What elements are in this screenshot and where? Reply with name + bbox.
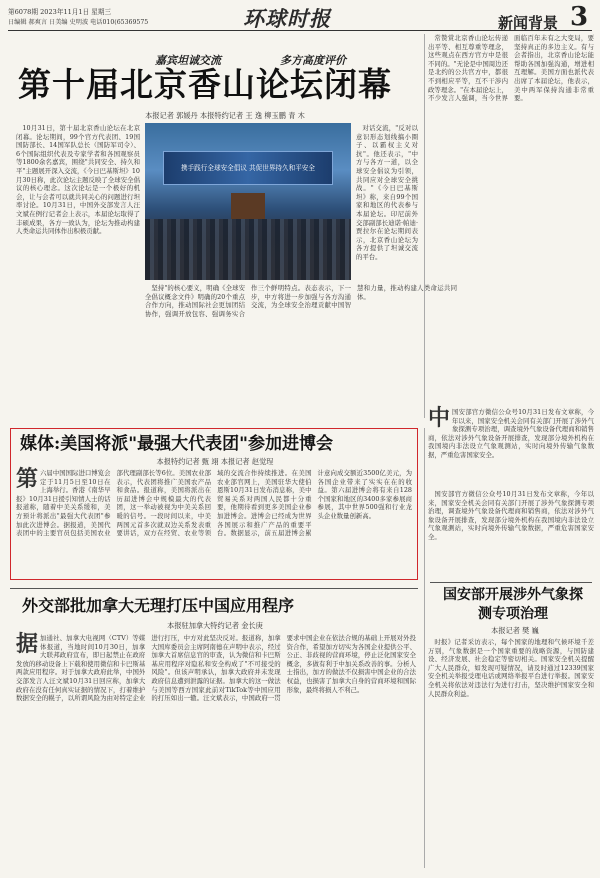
- lead-photo: [145, 123, 351, 280]
- box-headline: 媒体:美国将派"最强大代表团"参加进博会: [20, 434, 333, 454]
- bottom-byline: 本报驻加拿大特约记者 金长庚: [167, 621, 263, 630]
- right-mid-text: 国安部官方微信公众号10月31日发布文章称，今年以来，国家安全机关会同有关部门开展了涉外气象探测专项治理，调查境外气象设备代理商和销售商，依法对涉外气象设备开展排查，发现部分境外机构在我国境内非法设立气象观测站，实时向境外传输气象数据，严重危害国家安全。: [428, 490, 594, 541]
- box-text: [16, 466, 412, 575]
- bottom-text: [16, 631, 416, 870]
- bottom-dropcap: 据: [16, 631, 39, 657]
- kicker-right: 多方高度评价: [280, 54, 346, 67]
- kicker-left: 嘉宾坦诚交流: [155, 54, 221, 67]
- box-text-body: 六届中国国际进口博览会定于11月5日至10日在上海举行。香港《南华早报》10月31日援引知情人士的话报道称，随着中美关系缓和，美方预计将派出"最强大代表团"参加此次进博会。据报道，美国代表团中的主要官员包括美国农业部代理副部长等6位。美国农业部表示，代表团将推广美国农产品和食品。报道称，美国将派出在历届进博会中规模最大的代表团，这一举动被视为中美关系回暖的信号。一段时间以来，中美两国元首多次就双边关系发表重要讲话，双方在经贸、农业等领域的交流合作持续推进。在美国农业部官网上，美国驻华大使伯恩斯10月31日发布消息称，美中贸易关系对两国人民都十分重要，他期待看到更多美国企业参加进博会。进博会已经成为世界各国展示和推广产品的重要平台。数据显示，前五届进博会累计意向成交额近3500亿美元，为各国企业带来了实实在在的收益。第六届进博会将有来自128个国家和地区的3400多家参展商参展，其中世界500强和行业龙头企业数量创新高。: [16, 469, 412, 538]
- right-bottom-text: 时报》记者采访表示，每个国家的地理和气候环境千差万别，气象数据是一个国家重要的战略资源，与国防建设、经济发展、社会稳定等密切相关。国家安全机关提醒广大人民群众，如发现可疑情况，请及时通过12339国家安全机关举报受理电话或网络举报平台进行举报。国家安全机关将依法对违法行为进行打击，坚决维护国家安全和人民群众利益。: [428, 638, 594, 698]
- right-byline: 本报记者 樊 巍: [491, 626, 539, 635]
- lead-byline: 本报记者 郭媛丹 本报特约记者 王 逸 柳玉鹏 青 木: [145, 111, 305, 120]
- bottom-text-body: 加通社、加拿大电视网（CTV）等媒体报道，当地时间10月30日，加拿大联邦政府宣布，即日起禁止在政府发放的移动设备上下载和使用微信和卡巴斯基两款应用程序。对于加拿大政府此举，中国外交部发言人汪文斌10月31日回应称，加拿大政府在没有任何真实证据的情况下，打着维护数据安全的幌子，以所谓风险为由对特定企业进行打压，中方对此坚决反对。报道称，加拿大国库委员会主席阿南德在声明中表示，经过加拿大首席信息官的审查，认为微信和卡巴斯基应用程序对隐私和安全构成了"不可接受的风险"。但该声明承认，加拿大政府并未发现政府信息遭到泄露的证据。加拿大的这一做法与美国等西方国家此前对TikTok等中国应用的打压如出一辙。汪文斌表示，中国政府一贯要求中国企业在依法合规的基础上开展对外投资合作，希望加方切实为各国企业提供公平、公正、非歧视的营商环境，停止泛化国家安全概念，多做有利于中加关系改善的事。分析人士指出，加方的做法不仅损害中国企业的合法权益，也损害了加拿大自身的营商环境和国际形象，最终将损人不利己。: [16, 634, 416, 703]
- right-headline: 国安部开展涉外气象探测专项治理: [443, 587, 583, 622]
- bottom-headline: 外交部批加拿大无理打压中国应用程序: [22, 596, 295, 615]
- photo-podium: [231, 193, 265, 219]
- box-dropcap: 第: [16, 466, 39, 492]
- bottom-top-rule: [10, 588, 418, 589]
- col-rule-right: [424, 428, 425, 868]
- right-top-text: [428, 405, 594, 488]
- right-headline-rule: [430, 582, 592, 583]
- photo-banner-text: 携手践行全球安全倡议 共促世界持久和平安全: [181, 164, 315, 172]
- lead-text-right: 对话交流，"反对以意识形态划线搞小圈子、以霸权主义对抗"。他还表示，"中方与各方一道，以全球安全倡议为引领，共同应对全球安全挑战。"《今日巴基斯坦》称，来自99个国家和地区的代表参与本届论坛。印尼前外交部副部长迪诺·帕迪·贾拉尔在论坛期间表示，北京香山论坛为各方提供了坦诚交流的平台。: [356, 124, 418, 261]
- lead-text-far-right: 常赞赏北京香山论坛传递出平等、相互尊重等理念，这些观点在西方官方中是很不同的。"无论是中国周边还是北约的公共官方中，都很不到相应平等，互不干涉内政等理念。"在本届论坛上，不少发言人强调，当今世界面临百年未有之大变局，要坚持真正的多边主义。有与会者指出，北京香山论坛能帮助各国加强沟通，增进相互理解。美国方面也派代表出席了本届论坛，他表示，美中两军保持沟通非常重要。: [428, 34, 594, 103]
- masthead-issue: 第6078期 2023年11月1日 星期三: [8, 8, 112, 16]
- right-top-body: 国安部官方微信公众号10月31日发布文章称，今年以来，国家安全机关会同有关部门开展了涉外气象探测专项治理，调查境外气象设备代理商和销售商，依法对涉外气象设备开展排查，发现部分境外机构在我国境内非法设立气象观测站，实时向境外传输气象数据，严重危害国家安全。: [428, 408, 594, 459]
- masthead-editors: 日编辑 郝爽言 日美编 史明波 电话010(65369575: [8, 19, 149, 26]
- photo-audience: [145, 219, 351, 280]
- right-dropcap: 中: [428, 405, 451, 431]
- lead-text-left: 10月31日，第十届北京香山论坛在北京闭幕。论坛期间，99个官方代表团、19国国防部长、14国军队总长（国防军司令）、6个国际组织代表及专家学者和各国观察员等1800余名嘉宾，围绕"共同安全、持久和平"主题展开深入交流，《今日巴基斯坦》10月30日称，此次论坛主题反映了全球安全倡议的核心理念。这次论坛是一个极好的机会，让与会者可以就共同关心的问题进行坦率讨论。10月31日，中国外交部发言人汪文斌在例行记者会上表示，本届论坛取得了丰硕成果，各方一致认为，论坛为推动构建人类命运共同体作出积极贡献。: [16, 124, 140, 236]
- box-byline: 本报特约记者 甄 翊 本报记者 赵觉珵: [156, 457, 274, 466]
- page-number: 3: [570, 2, 589, 32]
- masthead-logo: 环球时报: [243, 6, 331, 31]
- section-title: 新闻背景: [498, 14, 559, 32]
- lead-text-mid: 坚持"的核心要义，明确《全球安全倡议概念文件》明确的20个重点合作方向，推动国际社会更加团结协作，强调开放包容、强调务实合作三个鲜明特点。表态表示，下一步，中方将进一步加强与各方沟通交流，为全球安全治理贡献中国智慧和力量，推动构建人类命运共同体。: [145, 284, 457, 318]
- masthead-rule: [8, 30, 592, 31]
- lead-headline: 第十届北京香山论坛闭幕: [18, 65, 392, 104]
- col-rule-lead: [424, 34, 425, 418]
